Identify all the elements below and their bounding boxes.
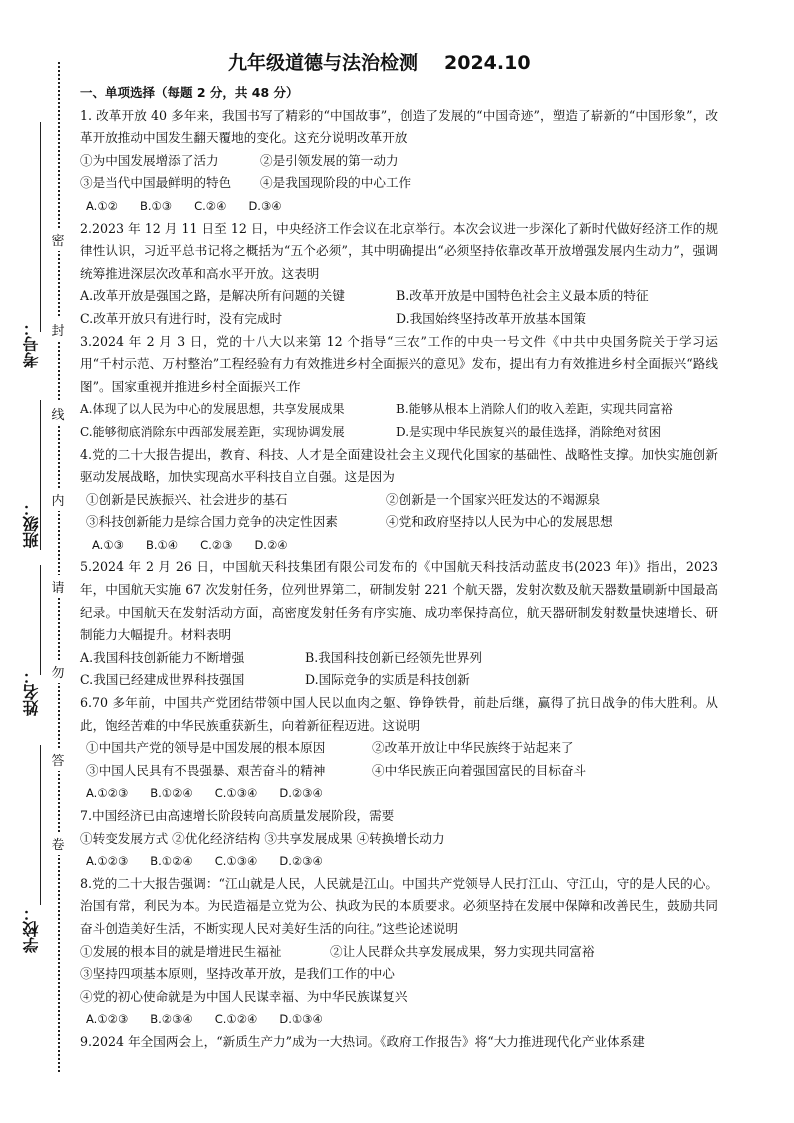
xingming-underline — [40, 565, 41, 675]
q1-statement-4: ④是我国现阶段的中心工作 — [260, 175, 412, 191]
seal-char: 卷 — [50, 832, 66, 855]
q1-choices — [80, 195, 718, 218]
seal-dotted-line — [58, 62, 60, 1072]
q3-option-b: B.能够从根本上消除人们的收入差距，实现共同富裕 — [396, 402, 673, 417]
q1-option-c: C.②④ — [194, 198, 227, 213]
question-5-stem: 5.2024 年 2 月 26 日，中国航天科技集团有限公司发布的《中国航天科技活动蓝皮书(2023 年)》指出，2023 年，中国航天实施 67 次发射任务，位列世界第二，研制发射 221 个航天器，发射次数及航天器数量刷新中国最高纪录。中国航天在发射活动方面，高密度发射任务有序实施、成功率保持高位，航天器研制发射数量快速增长、研制能力大幅提升。材料表明 — [80, 559, 718, 643]
q5-option-b: B.我国科技创新已经领先世界列 — [305, 649, 482, 665]
q8-choices — [80, 1008, 718, 1031]
q3-option-a: A.体现了以人民为中心的发展思想，共享发展成果 — [80, 402, 345, 417]
q8-statement-4: ④党的初心使命就是为中国人民谋幸福、为中华民族谋复兴 — [80, 988, 408, 1004]
q4-statement-4: ④党和政府坚持以人民为中心的发展思想 — [386, 514, 613, 530]
q6-choices — [80, 782, 718, 805]
seal-char: 勿 — [50, 660, 66, 683]
question-2-stem: 2.2023 年 12 月 11 日至 12 日，中央经济工作会议在北京举行。本次会议进一步深化了新时代做好经济工作的规律性认识，习近平总书记将之概括为“五个必须”，其中明确提出“必须坚持依靠改革开放增强发展内生动力”，强调统筹推进深层次改革和高水平开放。这表明 — [80, 220, 718, 281]
q8-option-c: C.①②④ — [214, 1012, 258, 1027]
q8-statement-2: ②让人民群众共享发展成果，努力实现共同富裕 — [330, 943, 595, 959]
q6-option-a: A.①②③ — [86, 786, 129, 801]
q5-option-c: C.我国已经建成世界科技强国 — [80, 672, 245, 688]
q8-statement-1: ①发展的根本目的就是增进民生福祉 — [80, 943, 282, 959]
q6-statement-3: ③中国人民具有不畏强暴、艰苦奋斗的精神 — [86, 762, 326, 778]
question-content — [80, 82, 718, 1054]
q4-option-b: B.①④ — [145, 537, 179, 552]
xingming-label: 姓名： — [22, 668, 41, 716]
question-3-stem: 3.2024 年 2 月 3 日，党的十八大以来第 12 个指导“三农”工作的中央一号文件《中共中央国务院关于学习运用“千村示范、万村整治”工程经验有力有效推进乡村全面振兴的意见》发布，提出有力有效推进乡村全面振兴“路线图”。国家重视并推进乡村全面振兴工作 — [80, 333, 718, 394]
q3-option-d: D.是实现中华民族复兴的最佳选择，消除绝对贫困 — [396, 424, 662, 439]
q3-option-c: C.能够彻底消除东中西部发展差距，实现协调发展 — [80, 424, 345, 439]
q6-statement-2: ②改革开放让中华民族终于站起来了 — [372, 740, 574, 756]
q4-option-c: C.②③ — [200, 537, 233, 552]
q7-choices — [80, 850, 718, 873]
section-title: 一、单项选择（每题 2 分，共 48 分） — [80, 85, 299, 100]
q4-option-a: A.①③ — [92, 537, 124, 552]
question-8-stem: 8.党的二十大报告强调：“江山就是人民，人民就是江山。中国共产党领导人民打江山、守江山，守的是人民的心。治国有常，利民为本。为民造福是立党为公、执政为民的本质要求。必须坚持在发展中保障和改善民生，鼓励共同奋斗创造美好生活，不断实现人民对美好生活的向往。”这些论述说明 — [80, 875, 718, 936]
seal-char: 内 — [50, 488, 66, 511]
q4-statement-2: ②创新是一个国家兴旺发达的不竭源泉 — [386, 491, 601, 507]
q6-option-d: D.②③④ — [279, 786, 323, 801]
seal-char: 答 — [50, 748, 66, 771]
question-6-stem: 6.70 多年前，中国共产党团结带领中国人民以血肉之躯、铮铮铁骨，前赴后继，赢得了抗日战争的伟大胜利。从此，饱经苦难的中华民族重获新生，向着新征程迈进。这说明 — [80, 695, 718, 733]
question-9-stem: 9.2024 年全国两会上，“新质生产力”成为一大热词。《政府工作报告》将“大力推进现代化产业体系建 — [80, 1033, 645, 1049]
banji-label: 班级： — [22, 500, 41, 548]
kaohao-underline — [40, 122, 41, 332]
q7-option-d: D.②③④ — [279, 854, 323, 869]
q1-option-a: A.①② — [86, 198, 118, 213]
q2-option-d: D.我国始终坚持改革开放基本国策 — [396, 310, 586, 326]
seal-char: 请 — [50, 575, 66, 598]
q7-statements: ①转变发展方式 ②优化经济结构 ③共享发展成果 ④转换增长动力 — [80, 830, 445, 846]
q8-option-d: D.①③④ — [279, 1012, 323, 1027]
q1-statement-1: ①为中国发展增添了活力 — [80, 152, 219, 168]
q4-option-d: D.②④ — [254, 537, 288, 552]
seal-char: 线 — [50, 402, 66, 425]
q1-option-d: D.③④ — [248, 198, 282, 213]
q6-option-b: B.①②④ — [150, 786, 193, 801]
binding-margin — [0, 0, 78, 1123]
exam-title: 九年级道德与法治检测 — [228, 52, 419, 74]
q6-statement-4: ④中华民族正向着强国富民的目标奋斗 — [372, 762, 587, 778]
seal-char: 封 — [50, 318, 66, 341]
q8-statement-3: ③坚持四项基本原则，坚持改革开放，是我们工作的中心 — [80, 966, 395, 982]
q2-option-c: C.改革开放只有进行时，没有完成时 — [80, 310, 283, 326]
q7-option-c: C.①③④ — [214, 854, 258, 869]
exam-date: 2024.10 — [444, 52, 531, 74]
kaohao-label: 考号： — [22, 320, 41, 368]
question-4-stem: 4.党的二十大报告提出，教育、科技、人才是全面建设社会主义现代化国家的基础性、战略性支撑。加快实施创新驱动发展战略，加快实现高水平科技自立自强。这是因为 — [80, 446, 718, 485]
q8-option-a: A.①②③ — [86, 1012, 129, 1027]
q1-statement-2: ②是引领发展的第一动力 — [260, 152, 399, 168]
q4-choices — [80, 534, 718, 557]
q7-option-b: B.①②④ — [150, 854, 193, 869]
q5-option-a: A.我国科技创新能力不断增强 — [80, 649, 245, 665]
question-1-stem: 1. 改革开放 40 多年来，我国书写了精彩的“中国故事”，创造了发展的“中国奇迹”，塑造了崭新的“中国形象”，改革开放推动中国发生翻天覆地的变化。这充分说明改革开放 — [80, 107, 718, 146]
question-7-stem: 7.中国经济已由高速增长阶段转向高质量发展阶段，需要 — [80, 808, 395, 823]
seal-char: 密 — [50, 228, 66, 251]
xuexiao-label: 学校： — [22, 905, 41, 953]
page-title — [228, 48, 531, 75]
q2-option-a: A.改革开放是强国之路，是解决所有问题的关键 — [80, 288, 345, 304]
q2-option-b: B.改革开放是中国特色社会主义最本质的特征 — [396, 288, 649, 304]
q6-statement-1: ①中国共产党的领导是中国发展的根本原因 — [86, 740, 326, 756]
q6-option-c: C.①③④ — [214, 786, 258, 801]
q1-statement-3: ③是当代中国最鲜明的特色 — [80, 175, 232, 191]
xuexiao-underline — [40, 745, 41, 905]
q5-option-d: D.国际竞争的实质是科技创新 — [305, 672, 470, 688]
q4-statement-1: ①创新是民族振兴、社会进步的基石 — [86, 491, 288, 507]
q1-option-b: B.①③ — [139, 198, 173, 213]
q8-option-b: B.②③④ — [150, 1012, 193, 1027]
q4-statement-3: ③科技创新能力是综合国力竞争的决定性因素 — [86, 514, 338, 530]
q7-option-a: A.①②③ — [86, 854, 129, 869]
